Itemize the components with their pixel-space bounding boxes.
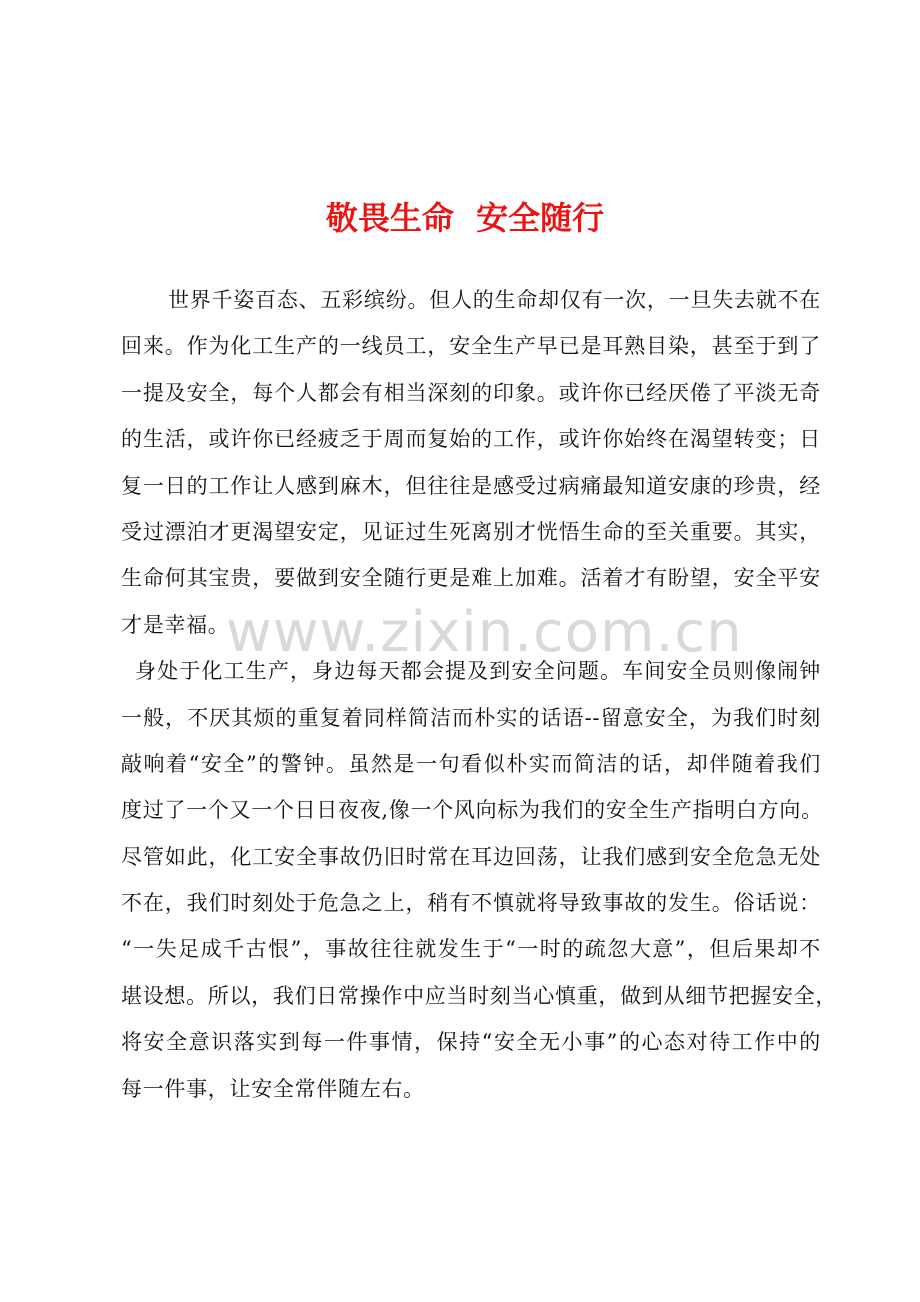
paragraph-line: 一提及安全，每个人都会有相当深刻的印象。或许你已经厌倦了平淡无奇 <box>121 380 821 405</box>
document-title: 敬畏生命 安全随行 <box>325 199 605 237</box>
paragraph-line: 回来。作为化工生产的一线员工，安全生产早已是耳熟目染，甚至于到了 <box>121 334 821 359</box>
paragraph-line: 生命何其宝贵，要做到安全随行更是难上加难。活着才有盼望，安全平安 <box>121 566 821 591</box>
paragraph-line: 度过了一个又一个日日夜夜,像一个风向标为我们的安全生产指明白方向。 <box>121 798 823 823</box>
paragraph-1 <box>121 277 821 648</box>
paragraph-line: 世界千姿百态、五彩缤纷。但人的生命却仅有一次，一旦失去就不在 <box>168 288 821 312</box>
paragraph-line: 不在，我们时刻处于危急之上，稍有不慎就将导致事故的发生。俗话说： <box>121 891 821 916</box>
paragraph-line: 受过漂泊才更渴望安定，见证过生死离别才恍悟生命的至关重要。其实， <box>121 519 821 544</box>
paragraph-line: 每一件事，让安全常伴随左右。 <box>121 1076 425 1101</box>
paragraph-line: 尽管如此，化工安全事故仍旧时常在耳边回荡，让我们感到安全危急无处 <box>121 844 821 869</box>
paragraph-line: 将安全意识落实到每一件事情，保持“安全无小事”的心态对待工作中的 <box>121 1030 821 1055</box>
paragraph-line: 堪设想。所以，我们日常操作中应当时刻当心慎重，做到从细节把握安全， <box>121 983 838 1008</box>
site-watermark: www.zixin.com.cn <box>226 600 743 665</box>
paragraph-line: 的生活，或许你已经疲乏于周而复始的工作，或许你始终在渴望转变；日 <box>121 427 821 452</box>
paragraph-line: 才是幸福。 <box>121 612 230 637</box>
paragraph-line: 复一日的工作让人感到麻木，但往往是感受过病痛最知道安康的珍贵，经 <box>121 473 821 498</box>
paragraph-2 <box>121 648 838 1112</box>
paragraph-line: 敲响着“安全”的警钟。虽然是一句看似朴实而简洁的话，却伴随着我们 <box>121 751 821 776</box>
paragraph-line: 身处于化工生产，身边每天都会提及到安全问题。车间安全员则像闹钟 <box>135 659 821 684</box>
paragraph-line: “一失足成千古恨”，事故往往就发生于“一时的疏忽大意”，但后果却不 <box>121 937 821 962</box>
document-body <box>121 277 838 1112</box>
paragraph-line: 一般，不厌其烦的重复着同样简洁而朴实的话语--留意安全，为我们时刻 <box>121 705 821 730</box>
